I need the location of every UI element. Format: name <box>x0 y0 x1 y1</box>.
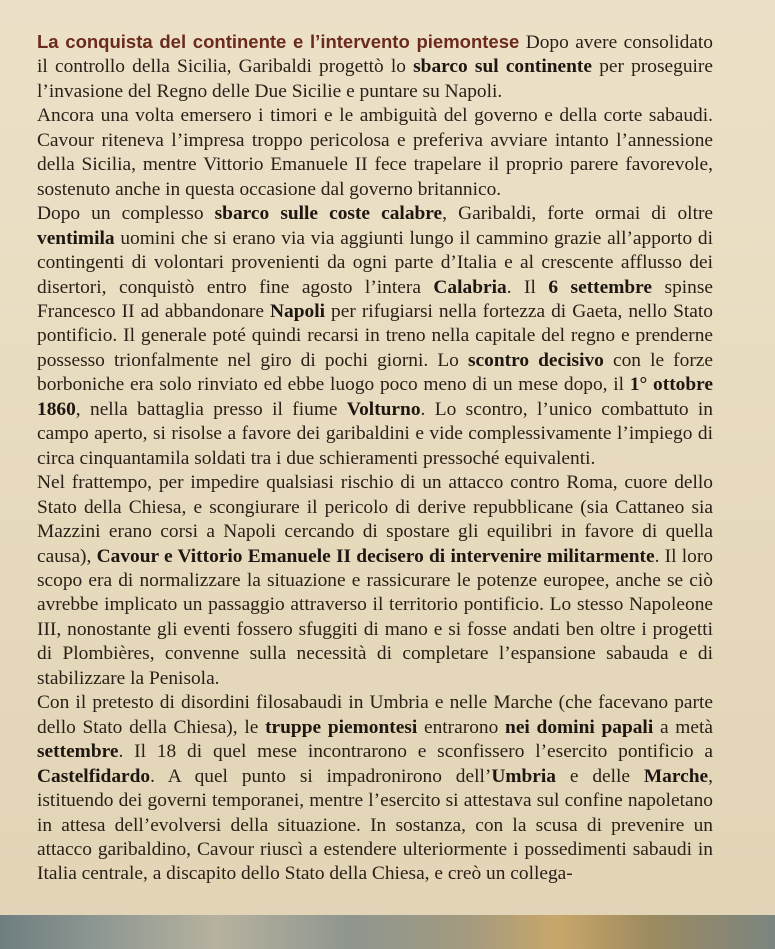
paragraph-1 <box>37 30 713 104</box>
bold-term: settembre <box>37 741 119 763</box>
bold-term: scontro decisivo <box>468 349 604 371</box>
bold-term: Umbria <box>491 765 556 787</box>
bold-term: Calabria <box>433 276 507 298</box>
bold-term: 6 settembre <box>548 276 653 298</box>
paragraph-4: Nel frattempo, per impedire qualsiasi rischio di un attacco contro Roma, cuore dello Stato della Chiesa, e scongiurare il pericolo di derive repubblicane (sia Cattaneo sia Mazzini erano corsi a Napoli cercando di spostare gli equilibri in favore di quella causa), Cavour e Vittorio Emanuele II decisero di intervenire militarmente. Il loro scopo era di normalizzare la situazione e rassicurare le potenze europee, anche se ciò avrebbe implicato un passaggio attraverso il territorio pontificio. Lo stesso Napoleone III, nonostante gli eventi fossero sfuggiti di mano e si fosse andati ben oltre i progetti di Plombières, convenne sulla necessità di completare l’espansione sabauda e di stabilizzare la Penisola. <box>37 472 713 689</box>
bold-term: Marche <box>643 765 709 787</box>
paragraph-3: Dopo un complesso sbarco sulle coste calabre, Garibaldi, forte ormai di oltre ventimila uomini che si erano via via aggiunti lungo il cammino grazie all’apporto di contingenti di volontari provenienti da ogni parte d’Italia e al crescente afflusso dei disertori, conquistò entro fine agosto l’intera Calabria. Il 6 settembre spinse Francesco II ad abbandonare Napoli per rifugiarsi nella fortezza di Gaeta, nello Stato pontificio. Il generale poté quindi recarsi in treno nella capitale del regno e prenderne possesso trionfalmente nel giro di pochi giorni. Lo scontro decisivo con le forze borboniche era solo rinviato ed ebbe luogo poco meno di un mese dopo, il 1° ottobre 1860, nella battaglia presso il fiume Volturno. Lo scontro, l’unico combattuto in campo aperto, si risolse a favore dei garibaldini e vide complessivamente l’impiego di circa cinquantamila soldati tra i due schieramenti pressoché equivalenti. <box>37 203 714 469</box>
bold-term: Napoli <box>270 300 325 322</box>
bold-term: sbarco sulle coste calabre <box>214 203 443 225</box>
bold-term: Cavour e Vittorio Emanuele II decisero di intervenire militarmente <box>96 545 655 567</box>
bold-term: sbarco sul continente <box>413 56 592 78</box>
paragraph-2: Ancora una volta emersero i timori e le ambiguità del governo e della corte sabaudi. Cavour riteneva l’impresa troppo pericolosa e preferiva avviare intanto l’annessione della Sicilia, mentre Vittorio Emanuele II fece trapelare il proprio parere favorevole, sostenuto anche in questa occasione dal governo britannico. <box>37 105 713 200</box>
bold-term: truppe piemontesi <box>265 716 418 738</box>
bold-term: ventimila <box>37 227 115 249</box>
paragraph-1-body: Dopo avere consolidato il controllo della Sicilia, Garibaldi progettò lo sbarco sul continente per proseguire l’invasione del Regno delle Due Sicilie e puntare su Napoli. <box>37 32 713 102</box>
bold-term: Castelfidardo <box>37 765 151 787</box>
section-heading: La conquista del continente e l’intervento piemontese <box>37 31 520 52</box>
paragraph-5: Con il pretesto di disordini filosabaudi in Umbria e nelle Marche (che facevano parte dello Stato della Chiesa), le truppe piemontesi entrarono nei domini papali a metà settembre. Il 18 di quel mese incontrarono e sconfissero l’esercito pontificio a Castelfidardo. A quel punto si impadronirono dell’Umbria e delle Marche, istituendo dei governi temporanei, mentre l’esercito si attestava sul confine napoletano in attesa dell’evolversi della situazione. In sostanza, con la scusa di prevenire un attacco garibaldino, Cavour riuscì a estendere ulteriormente i possedimenti sabaudi in Italia centrale, a discapito dello Stato della Chiesa, e creò un collega- <box>37 692 713 885</box>
body-text <box>37 30 713 887</box>
bold-term: nei domini papali <box>505 716 654 738</box>
bold-term: Volturno <box>346 398 421 420</box>
bold-term: 1° ottobre 1860 <box>37 374 714 420</box>
illustration-strip <box>0 915 775 949</box>
